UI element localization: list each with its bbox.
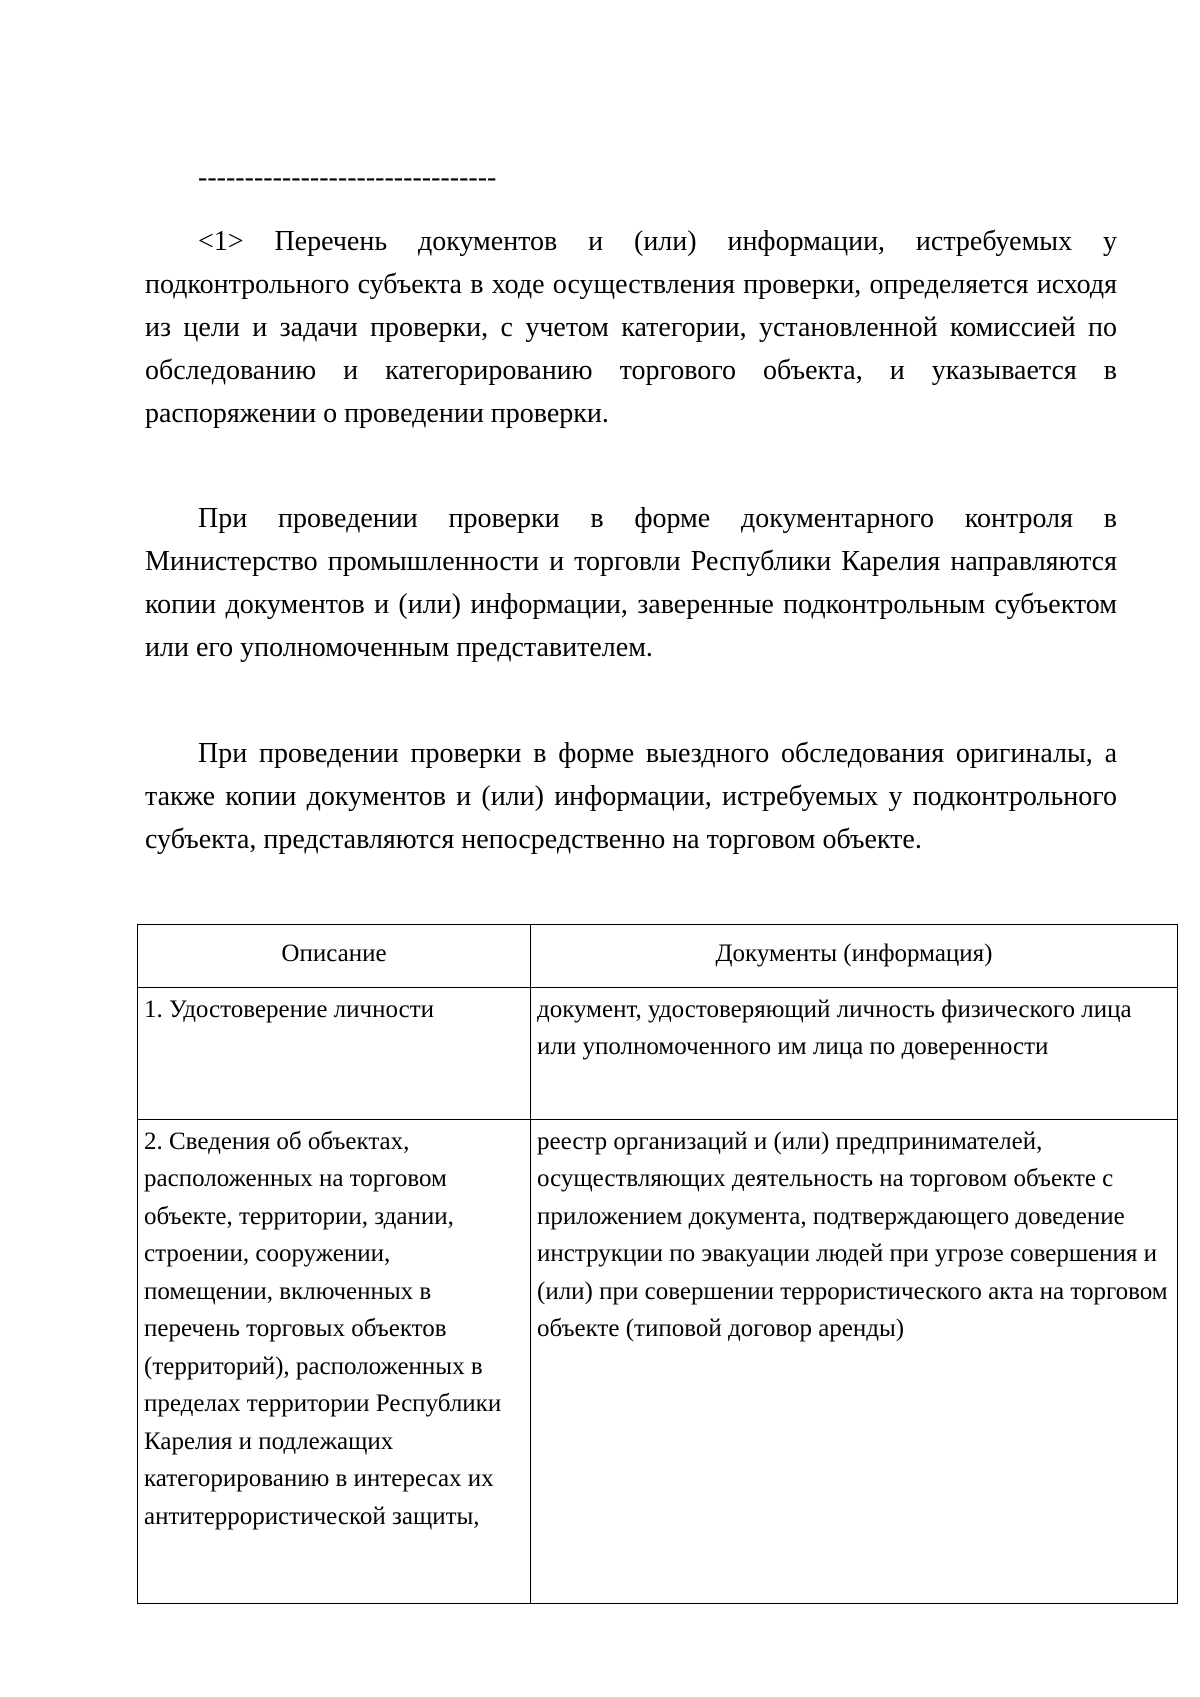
header-documents: Документы (информация)	[531, 925, 1178, 988]
footnote-separator: --------------------------------	[198, 162, 497, 193]
table-row	[138, 1119, 1178, 1603]
table-header-row	[138, 925, 1178, 988]
table-row	[138, 987, 1178, 1119]
header-description: Описание	[138, 925, 531, 988]
field-inspection-paragraph: При проведении проверки в форме выездного обследования оригиналы, а также копии документов и (или) информации, истребуемых у подконтрольного субъекта, представляются непосредственно на торговом объекте.	[145, 738, 1117, 855]
documentary-control-paragraph: При проведении проверки в форме документарного контроля в Министерство промышленности и торговли Республики Карелия направляются копии документов и (или) информации, заверенные подконтрольным субъектом или его уполномоченным представителем.	[145, 503, 1117, 663]
row-documents: документ, удостоверяющий личность физического лица или уполномоченного им лица по доверенности	[531, 987, 1178, 1119]
row-documents: реестр организаций и (или) предпринимателей, осуществляющих деятельность на торговом объекте с приложением документа, подтверждающего доведение инструкции по эвакуации людей при угрозе совершения и (или) при совершении террористического акта на торговом объекте (типовой договор аренды)	[531, 1119, 1178, 1603]
documents-table	[137, 924, 1178, 1604]
row-description: 2. Сведения об объектах, расположенных на торговом объекте, территории, здании, строении, сооружении, помещении, включенных в перечень торговых объектов (территорий), расположенных в пределах территории Республики Карелия и подлежащих категорированию в интересах их антитеррористической защиты,	[138, 1119, 531, 1603]
footnote-paragraph: <1> Перечень документов и (или) информации, истребуемых у подконтрольного субъекта в ходе осуществления проверки, определяется исходя из цели и задачи проверки, с учетом категории, установленной комиссией по обследованию и категорированию торгового объекта, и указывается в распоряжении о проведении проверки.	[145, 226, 1117, 429]
row-description: 1. Удостоверение личности	[138, 987, 531, 1119]
